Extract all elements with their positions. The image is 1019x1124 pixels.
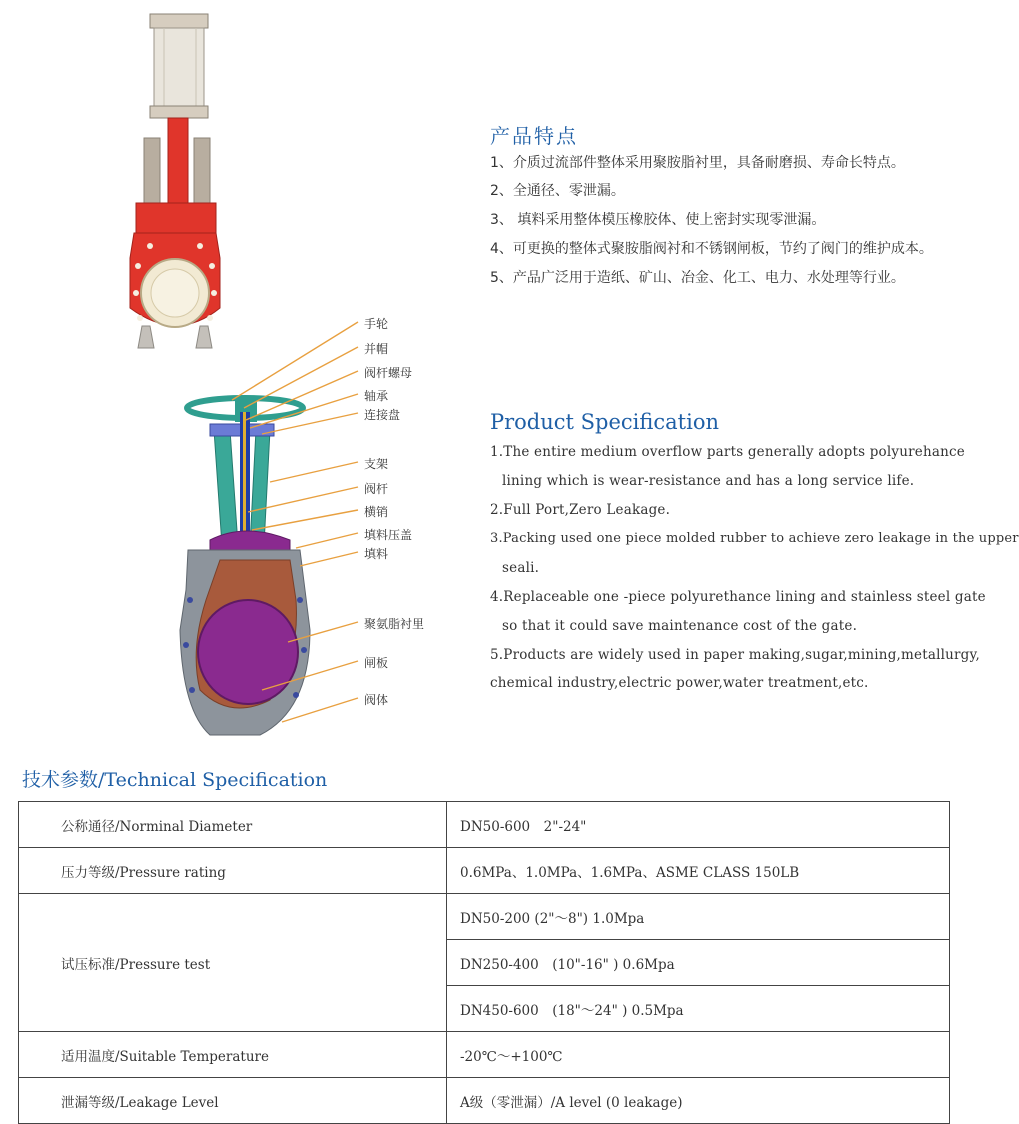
diagram-label-lock-nut: 并帽 bbox=[364, 342, 389, 356]
diagram-label-stem-nut: 阀杆螺母 bbox=[364, 366, 413, 380]
diagram-label-cross-pin: 横销 bbox=[364, 505, 389, 519]
features-en-line: 4.Replaceable one -piece polyurethance lining and stainless steel gate bbox=[490, 589, 986, 605]
table-row bbox=[19, 848, 950, 894]
spec-value: DN250-400 (10"-16" ) 0.6Mpa bbox=[447, 940, 950, 986]
diagram-label-handwheel: 手轮 bbox=[364, 317, 389, 331]
diagram-label-connecting-plate: 连接盘 bbox=[364, 408, 401, 422]
diagram-label-pu-lining: 聚氨脂衬里 bbox=[364, 617, 425, 631]
features-cn-item: 1、介质过流部件整体采用聚胺脂衬里，具备耐磨损、寿命长特点。 bbox=[490, 155, 905, 171]
spec-title: 技术参数/Technical Specification bbox=[22, 769, 328, 791]
features-en-line: 1.The entire medium overflow parts generally adopts polyurehance bbox=[490, 444, 965, 460]
spec-value: 0.6MPa、1.0MPa、1.6MPa、ASME CLASS 150LB bbox=[447, 848, 950, 894]
spec-value: A级（零泄漏）/A level (0 leakage) bbox=[447, 1078, 950, 1124]
diagram-label-body: 阀体 bbox=[364, 693, 389, 707]
features-en-line: 3.Packing used one piece molded rubber to achieve zero leakage in the upper bbox=[490, 531, 1019, 546]
diagram-label-packing-gland: 填料压盖 bbox=[364, 528, 413, 542]
features-cn-item: 3、 填料采用整体模压橡胶体、使上密封实现零泄漏。 bbox=[490, 212, 826, 228]
features-cn-item: 2、全通径、零泄漏。 bbox=[490, 183, 625, 199]
spec-label: 试压标准/Pressure test bbox=[19, 894, 447, 1032]
diagram-label-bearing: 轴承 bbox=[364, 389, 389, 403]
spec-label: 压力等级/Pressure rating bbox=[19, 848, 447, 894]
features-cn-item: 5、产品广泛用于造纸、矿山、冶金、化工、电力、水处理等行业。 bbox=[490, 270, 905, 286]
features-en-line: seali. bbox=[502, 560, 540, 576]
spec-label: 泄漏等级/Leakage Level bbox=[19, 1078, 447, 1124]
diagram-label-packing: 填料 bbox=[364, 547, 389, 561]
diagram-label-gate: 闸板 bbox=[364, 656, 389, 670]
spec-label: 公称通径/Norminal Diameter bbox=[19, 802, 447, 848]
features-en-line: lining which is wear-resistance and has a long service life. bbox=[502, 473, 915, 489]
spec-value: DN450-600 (18"～24" ) 0.5Mpa bbox=[447, 986, 950, 1032]
features-en-title: Product Specification bbox=[490, 410, 720, 434]
features-cn-item: 4、可更换的整体式聚胺脂阀衬和不锈钢闸板，节约了阀门的维护成本。 bbox=[490, 241, 933, 257]
spec-value: DN50-200 (2"～8") 1.0Mpa bbox=[447, 894, 950, 940]
features-cn-title: 产品特点 bbox=[490, 124, 578, 148]
features-en-line: 2.Full Port,Zero Leakage. bbox=[490, 502, 671, 518]
features-en-line: chemical industry,electric power,water treatment,etc. bbox=[490, 675, 869, 691]
spec-label: 适用温度/Suitable Temperature bbox=[19, 1032, 447, 1078]
table-row bbox=[19, 1032, 950, 1078]
diagram-label-stem: 阀杆 bbox=[364, 482, 389, 496]
features-en-line: so that it could save maintenance cost of the gate. bbox=[502, 618, 858, 634]
table-row bbox=[19, 1078, 950, 1124]
table-row bbox=[19, 894, 950, 940]
spec-table bbox=[18, 801, 950, 1124]
table-row bbox=[19, 802, 950, 848]
features-en-line: 5.Products are widely used in paper making,sugar,mining,metallurgy, bbox=[490, 647, 981, 663]
diagram-label-bracket: 支架 bbox=[364, 457, 389, 471]
spec-value: DN50-600 2"-24" bbox=[447, 802, 950, 848]
spec-value: -20℃～+100℃ bbox=[447, 1032, 950, 1078]
